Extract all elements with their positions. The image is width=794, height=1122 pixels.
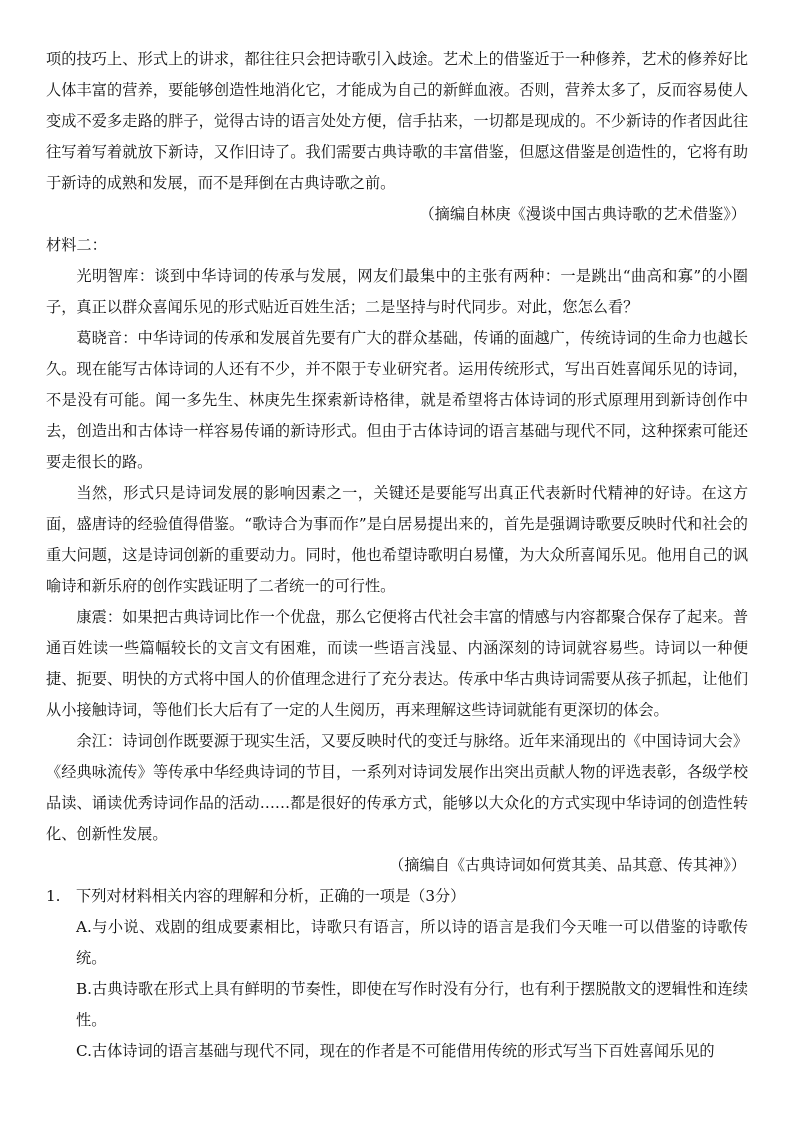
interview-question-paragraph: 光明智库：谈到中华诗词的传承与发展，网友们最集中的主张有两种：一是跳出“曲高和寡”的小圈子，真正以群众喜闻乐见的形式贴近百姓生活；二是坚持与时代同步。对此，您怎么看？ (46, 267, 748, 316)
question-number: 1. (46, 887, 61, 905)
option-c: C.古体诗词的语言基础与现代不同，现在的作者是不可能借用传统的形式写当下百姓喜闻乐见的 (76, 1042, 715, 1060)
continued-paragraph: 项的技巧上、形式上的讲求，都往往只会把诗歌引入歧途。艺术上的借鉴近于一种修养，艺术的修养好比人体丰富的营养，要能够创造性地消化它，才能成为自己的新鲜血液。否则，营养太多了，反而容易使人变成不爱多走路的胖子，觉得古诗的语言处处方便，信手拈来，一切都是现成的。不少新诗的作者因此往往写着写着就放下新诗，又作旧诗了。我们需要古典诗歌的丰富借鉴，但愿这借鉴是创造性的，它将有助于新诗的成熟和发展，而不是拜倒在古典诗歌之前。 (46, 50, 748, 192)
material-two-label: 材料二： (46, 236, 107, 254)
ge-xiaoyin-paragraph: 葛晓音：中华诗词的传承和发展首先要有广大的群众基础，传诵的面越广，传统诗词的生命力也越长久。现在能写古体诗词的人还有不少，并不限于专业研究者。运用传统形式，写出百姓喜闻乐见的诗词，不是没有可能。闻一多先生、林庚先生探索新诗格律，就是希望将古体诗词的形式原理用到新诗创作中去，创造出和古体诗一样容易传诵的新诗形式。但由于古体诗词的语言基础与现代不同，这种探索可能还要走很长的路。 (46, 329, 748, 471)
option-b: B.古典诗歌在形式上具有鲜明的节奏性，即使在写作时没有分行，也有利于摆脱散文的逻辑性和连续性。 (76, 980, 748, 1029)
yu-jiang-paragraph: 余江：诗词创作既要源于现实生活，又要反映时代的变迁与脉络。近年来涌现出的《中国诗词大会》《经典咏流传》等传承中华经典诗词的节目，一系列对诗词发展作出突出贡献人物的评选表彰，各级学校品读、诵读优秀诗词作品的活动……都是很好的传承方式，能够以大众化的方式实现中华诗词的创造性转化、创新性发展。 (46, 732, 748, 843)
question-stem (46, 881, 748, 912)
kang-zhen-paragraph: 康震：如果把古典诗词比作一个优盘，那么它便将古代社会丰富的情感与内容都聚合保存了起来。普通百姓读一些篇幅较长的文言文有困难，而读一些语言浅显、内涵深刻的诗词就容易些。诗词以一种便捷、扼要、明快的方式将中国人的价值理念进行了充分表达。传承中华古典诗词需要从孩子抓起，让他们从小接触诗词，等他们长大后有了一定的人生阅历，再来理解这些诗词就能有更深切的体会。 (46, 608, 748, 719)
question-text: 下列对材料相关内容的理解和分析，正确的一项是（3分） (76, 887, 466, 905)
ge-xiaoyin-paragraph-2: 当然，形式只是诗词发展的影响因素之一，关键还是要能写出真正代表新时代精神的好诗。在这方面，盛唐诗的经验值得借鉴。“歌诗合为事而作”是白居易提出来的，首先是强调诗歌要反映时代和社会的重大问题，这是诗词创新的重要动力。同时，他也希望诗歌明白易懂，为大众所喜闻乐见。他用自己的讽喻诗和新乐府的创作实践证明了二者统一的可行性。 (46, 484, 748, 595)
source-citation-1: （摘编自林庚《漫谈中国古典诗歌的艺术借鉴》） (419, 205, 746, 223)
option-a: A.与小说、戏剧的组成要素相比，诗歌只有语言，所以诗的语言是我们今天唯一可以借鉴的诗歌传统。 (76, 918, 748, 967)
source-citation-2: （摘编自《古典诗词如何赏其美、品其意、传其神》） (389, 856, 746, 874)
